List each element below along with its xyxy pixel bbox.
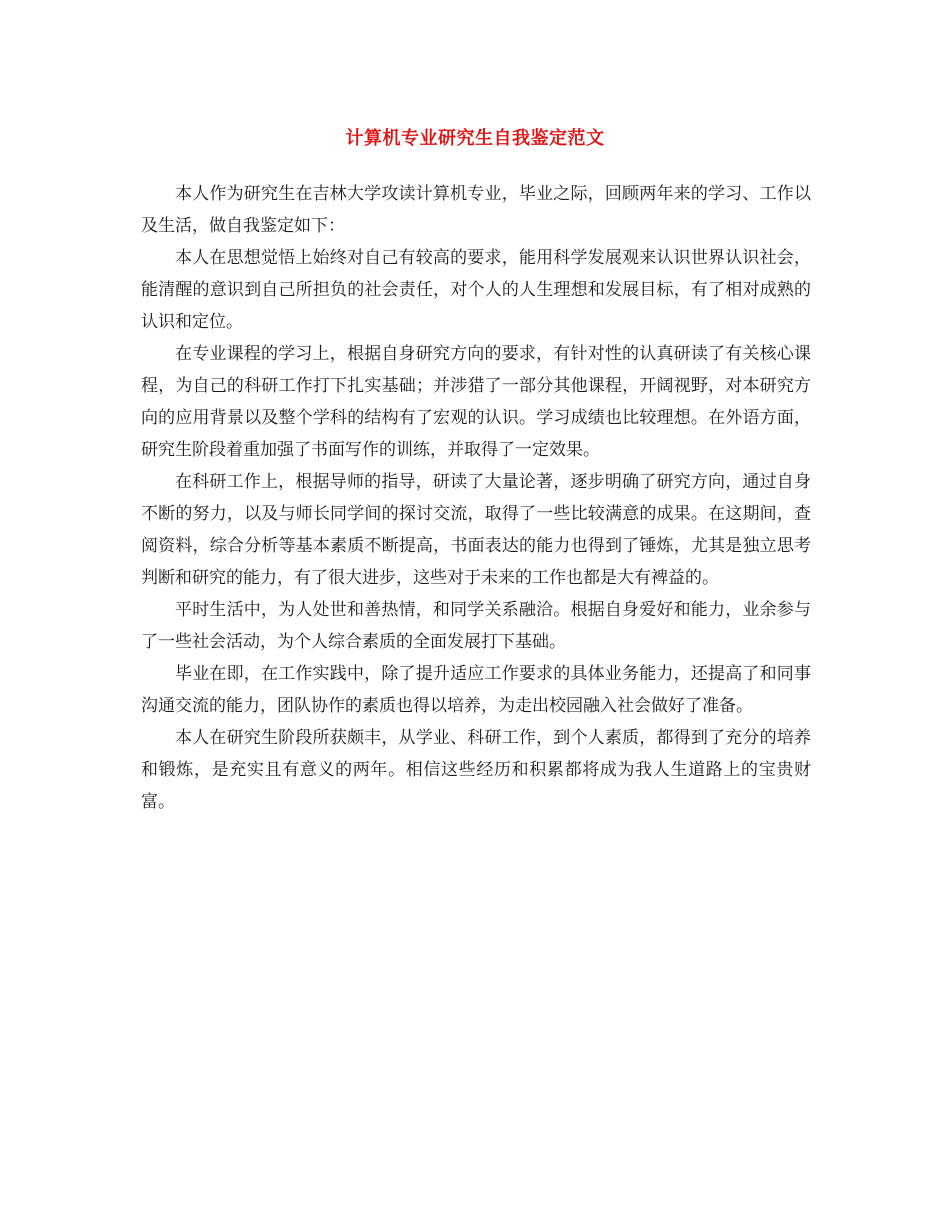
paragraph-ideology: 本人在思想觉悟上始终对自己有较高的要求，能用科学发展观来认识世界认识社会，能清醒的意识到自己所担负的社会责任，对个人的人生理想和发展目标，有了相对成熟的认识和定位。 — [141, 248, 811, 332]
paragraph-coursework: 在专业课程的学习上，根据自身研究方向的要求，有针对性的认真研读了有关核心课程，为自己的科研工作打下扎实基础；并涉猎了一部分其他课程，开阔视野，对本研究方向的应用背景以及整个学科的结构有了宏观的认识。学习成绩也比较理想。在外语方面，研究生阶段着重加强了书面写作的训练，并取得了一定效果。 — [141, 344, 811, 460]
paragraph-conclusion: 本人在研究生阶段所获颇丰，从学业、科研工作，到个人素质，都得到了充分的培养和锻炼，是充实且有意义的两年。相信这些经历和积累都将成为我人生道路上的宝贵财富。 — [141, 728, 811, 812]
paragraph-intro: 本人作为研究生在吉林大学攻读计算机专业，毕业之际，回顾两年来的学习、工作以及生活，做自我鉴定如下： — [141, 184, 811, 236]
paragraph-research: 在科研工作上，根据导师的指导，研读了大量论著，逐步明确了研究方向，通过自身不断的努力，以及与师长同学间的探讨交流，取得了一些比较满意的成果。在这期间，查阅资料，综合分析等基本素质不断提高，书面表达的能力也得到了锤炼，尤其是独立思考判断和研究的能力，有了很大进步，这些对于未来的工作也都是大有裨益的。 — [141, 472, 811, 588]
document-title: 计算机专业研究生自我鉴定范文 — [345, 128, 605, 149]
document-body — [141, 178, 811, 818]
paragraph-work-practice: 毕业在即，在工作实践中，除了提升适应工作要求的具体业务能力，还提高了和同事沟通交流的能力，团队协作的素质也得以培养，为走出校园融入社会做好了准备。 — [141, 664, 811, 716]
paragraph-daily-life: 平时生活中，为人处世和善热情，和同学关系融洽。根据自身爱好和能力，业余参与了一些社会活动，为个人综合素质的全面发展打下基础。 — [141, 600, 811, 652]
